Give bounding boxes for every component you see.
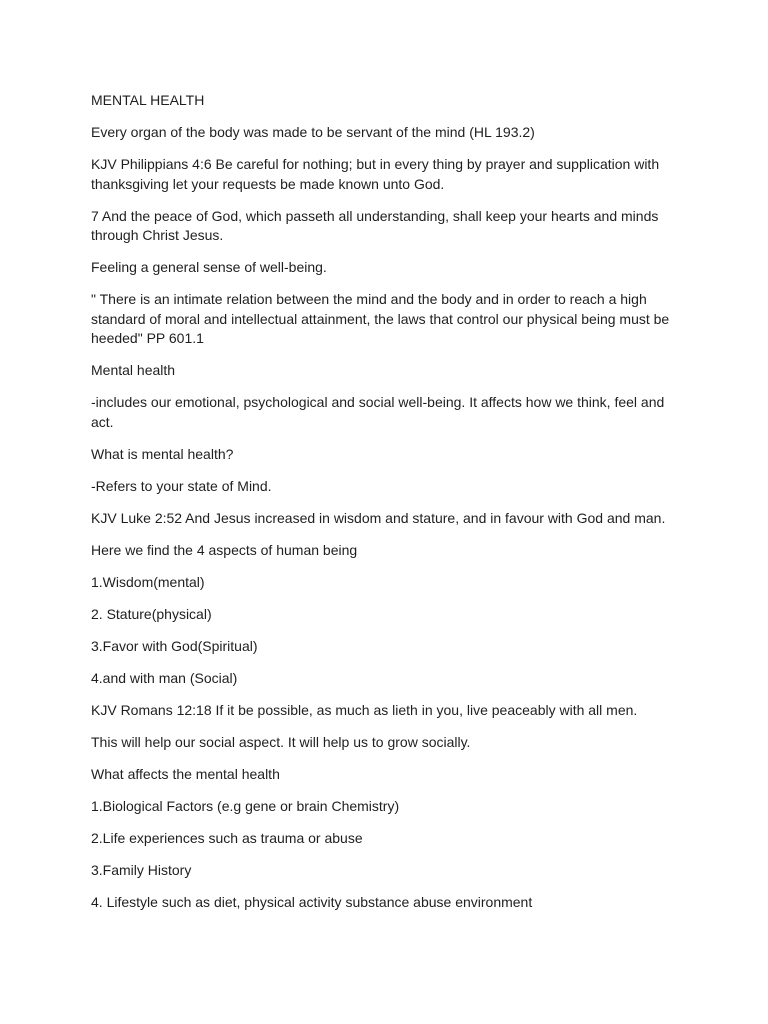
paragraph-social-aspect: This will help our social aspect. It will help us to grow socially. (91, 733, 471, 750)
list-item-favor-god: 3.Favor with God(Spiritual) (91, 637, 258, 654)
paragraph-philippians-4-6: KJV Philippians 4:6 Be careful for nothing; but in every thing by prayer and supplication with thanksgiving let your requests be made known unto God. (91, 156, 660, 192)
list-item-lifestyle: 4. Lifestyle such as diet, physical activity substance abuse environment (91, 893, 533, 910)
list-item-stature: 2. Stature(physical) (91, 605, 212, 622)
list-item-life-experiences: 2.Life experiences such as trauma or abuse (91, 829, 363, 846)
paragraph-philippians-4-7: 7 And the peace of God, which passeth all understanding, shall keep your hearts and minds through Christ Jesus. (91, 207, 659, 243)
paragraph-quote-pp: " There is an intimate relation between the mind and the body and in order to reach a high standard of moral and intellectual attainment, the laws that control our physical being must be heeded" PP 601.1 (91, 291, 670, 346)
subheading-what-affects: What affects the mental health (91, 765, 280, 782)
document-page (91, 91, 681, 925)
paragraph-luke-2-52: KJV Luke 2:52 And Jesus increased in wisdom and stature, and in favour with God and man. (91, 509, 666, 526)
list-item-biological: 1.Biological Factors (e.g gene or brain Chemistry) (91, 797, 400, 814)
document-title: MENTAL HEALTH (91, 92, 205, 108)
paragraph-four-aspects: Here we find the 4 aspects of human being (91, 541, 358, 558)
list-item-wisdom: 1.Wisdom(mental) (91, 573, 205, 590)
paragraph-romans-12-18: KJV Romans 12:18 If it be possible, as much as lieth in you, live peaceably with all men. (91, 701, 638, 718)
subheading-mental-health: Mental health (91, 362, 176, 378)
paragraph-well-being: Feeling a general sense of well-being. (91, 259, 327, 275)
paragraph-state-of-mind: -Refers to your state of Mind. (91, 477, 272, 494)
list-item-family-history: 3.Family History (91, 861, 192, 878)
question-what-is-mental-health: What is mental health? (91, 445, 234, 462)
list-item-with-man: 4.and with man (Social) (91, 669, 238, 686)
paragraph-includes: -includes our emotional, psychological and social well-being. It affects how we think, feel and act. (91, 394, 665, 430)
paragraph-organ-servant: Every organ of the body was made to be servant of the mind (HL 193.2) (91, 124, 535, 140)
